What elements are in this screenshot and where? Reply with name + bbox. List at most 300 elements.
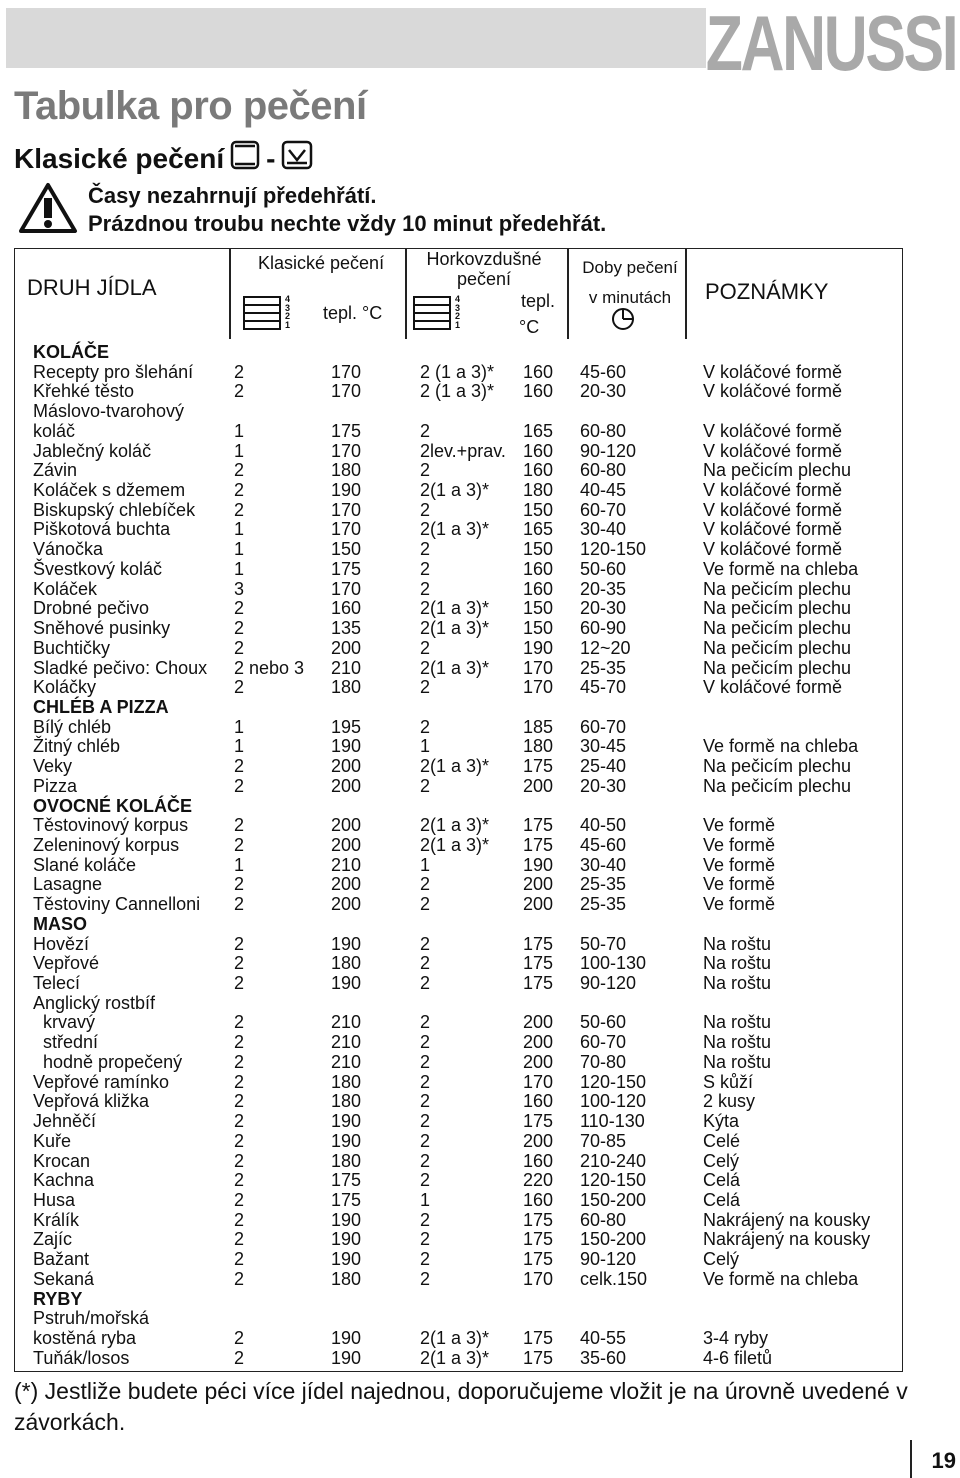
table-cell: 45-70 <box>580 677 627 698</box>
table-cell: 2 <box>234 1150 245 1171</box>
table-cell: 40-50 <box>580 815 627 836</box>
clock-icon <box>611 307 635 336</box>
table-cell: 60-70 <box>580 499 627 520</box>
dish-name: Vepřové ramínko <box>33 1071 170 1092</box>
table-cell: 175 <box>523 1347 554 1368</box>
table-cell: 100-130 <box>580 953 647 974</box>
table-cell: Celá <box>703 1170 741 1191</box>
dish-name: Koláček s džemem <box>33 480 186 501</box>
table-cell: 180 <box>331 1268 362 1289</box>
table-cell: Ve formě <box>703 815 776 836</box>
table-cell: 160 <box>523 1189 554 1210</box>
table-cell: 2 (1 a 3)* <box>420 361 495 382</box>
table-cell: 150 <box>523 618 554 639</box>
table-cell: 170 <box>331 440 362 461</box>
table-cell: 2 <box>420 775 431 796</box>
dish-name: Telecí <box>33 973 81 994</box>
dish-name: Bažant <box>33 1249 90 1270</box>
table-cell: 2 <box>420 1130 431 1151</box>
table-cell: 2 <box>234 677 245 698</box>
table-cell: 175 <box>523 953 554 974</box>
dish-name: Slané koláče <box>33 854 137 875</box>
table-cell: Na pečicím plechu <box>703 775 852 796</box>
table-cell: Ve formě <box>703 874 776 895</box>
table-cell: 40-45 <box>580 480 627 501</box>
page-number-divider <box>910 1440 912 1478</box>
warning-text <box>88 182 606 238</box>
table-cell: 180 <box>331 1071 362 1092</box>
table-cell: 180 <box>331 1150 362 1171</box>
table-cell: 135 <box>331 618 362 639</box>
table-cell: 2 <box>420 578 431 599</box>
table-cell: 60-80 <box>580 1209 627 1230</box>
table-cell: V koláčové formě <box>703 480 843 501</box>
table-cell: 175 <box>331 420 362 441</box>
header-classic: Klasické pečení <box>258 253 385 273</box>
table-cell: 12~20 <box>580 637 631 658</box>
table-cell: 200 <box>331 775 362 796</box>
table-cell: 2 <box>420 539 431 560</box>
table-cell: 2 <box>234 894 245 915</box>
table-cell: 175 <box>331 1170 362 1191</box>
table-cell: 2 <box>420 460 431 481</box>
table-cell: Nakrájený na kousky <box>703 1209 871 1230</box>
table-cell: 2 <box>234 598 245 619</box>
table-cell: 2 <box>234 1130 245 1151</box>
dish-name: kostěná ryba <box>33 1328 137 1348</box>
table-cell: 150 <box>523 598 554 619</box>
table-cell: 25-35 <box>580 894 627 915</box>
table-cell: 2 <box>420 716 431 737</box>
shelf-levels-icon <box>243 295 299 336</box>
table-cell: 2 <box>234 874 245 895</box>
table-cell: 2(1 a 3)* <box>420 815 490 836</box>
table-cell: 190 <box>331 1229 362 1250</box>
warning-line-1: Časy nezahrnují předehřátí. <box>88 183 377 208</box>
table-cell: 210 <box>331 657 362 678</box>
dish-name: Sladké pečivo: Choux <box>33 657 208 678</box>
table-cell: 45-60 <box>580 835 627 855</box>
table-cell: 1 <box>234 558 245 579</box>
table-cell: 2(1 a 3)* <box>420 618 490 639</box>
dish-name: Veky <box>33 756 73 777</box>
table-cell: 60-80 <box>580 460 627 481</box>
table-cell: 2 <box>234 953 245 974</box>
table-cell: 25-35 <box>580 657 627 678</box>
dish-name: Těstoviny Cannelloni <box>33 894 201 915</box>
table-cell: 2 <box>234 815 245 836</box>
table-cell: 190 <box>523 854 554 875</box>
table-cell: 2 <box>234 1170 245 1191</box>
dish-name: Recepty pro šlehání <box>33 361 194 382</box>
table-cell: 170 <box>331 578 362 599</box>
table-cell: 210 <box>331 1012 362 1033</box>
table-cell: 190 <box>331 1209 362 1230</box>
table-cell: 150 <box>331 539 362 560</box>
table-cell: 120-150 <box>580 1170 647 1191</box>
table-cell: Ve formě <box>703 835 776 855</box>
table-cell: V koláčové formě <box>703 539 843 560</box>
page-title: Tabulka pro pečení <box>14 84 367 128</box>
table-cell: 50-60 <box>580 558 627 579</box>
dish-name: Vepřová kližka <box>33 1091 150 1112</box>
table-cell: 1 <box>234 519 245 540</box>
table-cell: 35-60 <box>580 1347 627 1368</box>
table-cell: 2 <box>420 558 431 579</box>
table-cell: 2 <box>234 637 245 658</box>
table-cell: 160 <box>523 1150 554 1171</box>
table-cell: Ve formě <box>703 854 776 875</box>
table-cell: 2 <box>420 1051 431 1072</box>
table-cell: V koláčové formě <box>703 499 843 520</box>
table-cell: 195 <box>331 716 362 737</box>
table-cell: Nakrájený na kousky <box>703 1229 871 1250</box>
table-cell: 1 <box>234 854 245 875</box>
dish-name: Hovězí <box>33 933 90 954</box>
header-convection: Horkovzdušné pečení <box>426 249 542 289</box>
section-heading: RYBY <box>33 1288 83 1309</box>
table-cell: 20-30 <box>580 381 627 402</box>
table-cell: 2(1 a 3)* <box>420 519 490 540</box>
top-bottom-heat-icon <box>230 140 260 177</box>
table-cell: 2 <box>420 933 431 954</box>
table-cell: 160 <box>523 1091 554 1112</box>
table-cell: 1 <box>420 1189 431 1210</box>
level-label: 4 <box>455 294 461 304</box>
table-cell: 175 <box>523 1249 554 1270</box>
table-cell: 175 <box>523 1209 554 1230</box>
table-cell: 160 <box>523 361 554 382</box>
table-cell: 190 <box>523 637 554 658</box>
table-cell: 180 <box>331 953 362 974</box>
table-cell: 1 <box>234 736 245 757</box>
table-cell: 150-200 <box>580 1189 647 1210</box>
table-cell: 190 <box>331 1130 362 1151</box>
table-cell: 180 <box>331 460 362 481</box>
table-cell: 4-6 filetů <box>703 1347 773 1368</box>
dish-name: Anglický rostbíf <box>33 992 156 1013</box>
table-cell: Celý <box>703 1150 740 1171</box>
table-cell: 200 <box>523 1012 554 1033</box>
table-cell: Na pečicím plechu <box>703 657 852 678</box>
table-cell: 2 <box>420 499 431 520</box>
header-dish: DRUH JÍDLA <box>27 275 157 300</box>
table-cell: 200 <box>331 874 362 895</box>
table-cell: Ve formě na chleba <box>703 736 859 757</box>
table-cell: 180 <box>331 1091 362 1112</box>
table-cell: 2 <box>234 460 245 481</box>
header-bar <box>0 0 960 87</box>
table-cell: 200 <box>523 894 554 915</box>
table-cell: 175 <box>523 1111 554 1132</box>
table-cell: 70-85 <box>580 1130 627 1151</box>
table-cell: 2 <box>234 618 245 639</box>
table-cell: 2 <box>234 1012 245 1033</box>
table-cell: 170 <box>523 677 554 698</box>
table-cell: 120-150 <box>580 539 647 560</box>
table-cell: Na roštu <box>703 1032 772 1053</box>
table-cell: 40-55 <box>580 1328 627 1348</box>
table-cell: 160 <box>523 578 554 599</box>
section-heading: CHLÉB A PIZZA <box>33 696 169 717</box>
table-cell: Na pečicím plechu <box>703 637 852 658</box>
section-subtitle <box>14 140 319 177</box>
table-cell: 2 <box>420 637 431 658</box>
table-cell: 25-40 <box>580 756 627 777</box>
table-cell: 150-200 <box>580 1229 647 1250</box>
table-cell: 175 <box>523 1229 554 1250</box>
dish-name: Krocan <box>33 1150 91 1171</box>
section-heading: KOLÁČE <box>33 342 109 362</box>
dish-name: Kachna <box>33 1170 95 1191</box>
table-cell: 2 <box>420 1229 431 1250</box>
dish-name: Husa <box>33 1189 76 1210</box>
col-divider <box>567 249 569 339</box>
table-cell: 110-130 <box>580 1111 645 1132</box>
table-cell: 2 <box>234 1032 245 1053</box>
table-cell: 2 <box>234 381 245 402</box>
table-cell: 2 <box>234 973 245 994</box>
header-temp2-a: tepl. <box>521 291 556 311</box>
table-cell: 2(1 a 3)* <box>420 835 490 855</box>
table-cell: 25-35 <box>580 874 627 895</box>
table-cell: 20-35 <box>580 578 627 599</box>
table-cell: 60-70 <box>580 716 627 737</box>
dish-name: Pstruh/mořská <box>33 1308 150 1329</box>
footnote: (*) Jestliže budete péci více jídel najednou, doporučujeme vložit je na úrovně uvedené v závorkách. <box>14 1378 908 1435</box>
table-cell: 2 <box>420 1249 431 1270</box>
table-cell: 2 <box>234 1268 245 1289</box>
table-cell: 175 <box>331 558 362 579</box>
table-cell: 190 <box>331 1347 362 1368</box>
dish-name: Tuňák/losos <box>33 1347 130 1368</box>
table-cell: 190 <box>331 973 362 994</box>
table-cell: 190 <box>331 1328 362 1348</box>
table-cell: 70-80 <box>580 1051 627 1072</box>
table-cell: 30-40 <box>580 854 627 875</box>
table-cell: 220 <box>523 1170 554 1191</box>
table-cell: 2 nebo 3 <box>234 657 305 678</box>
table-cell: 200 <box>523 874 554 895</box>
table-cell: V koláčové formě <box>703 677 843 698</box>
dish-name: Lasagne <box>33 874 103 895</box>
dish-name: Sněhové pusinky <box>33 618 171 639</box>
table-cell: 1 <box>420 854 431 875</box>
table-cell: 210 <box>331 1051 362 1072</box>
table-cell: 210 <box>331 854 362 875</box>
table-cell: 200 <box>523 775 554 796</box>
dish-name: Drobné pečivo <box>33 598 150 619</box>
table-cell: 3-4 ryby <box>703 1328 769 1348</box>
table-cell: 1 <box>234 716 245 737</box>
table-cell: S kůží <box>703 1071 754 1092</box>
table-cell: 2(1 a 3)* <box>420 756 490 777</box>
table-cell: 30-40 <box>580 519 627 540</box>
table-cell: 180 <box>331 677 362 698</box>
table-cell: 150 <box>523 539 554 560</box>
table-cell: 175 <box>331 1189 362 1210</box>
table-cell: 200 <box>331 894 362 915</box>
table-cell: 2 <box>420 1209 431 1230</box>
table-cell: 50-70 <box>580 933 627 954</box>
table-cell: 2 <box>420 1091 431 1112</box>
dish-name: Máslovo-tvarohový <box>33 401 185 422</box>
dish-name: koláč <box>33 420 76 441</box>
table-cell: 2 <box>234 1347 245 1368</box>
table-cell: Ve formě <box>703 894 776 915</box>
table-cell: 2 <box>234 775 245 796</box>
dish-name: střední <box>33 1032 99 1053</box>
table-cell: 170 <box>523 1071 554 1092</box>
table-cell: 210-240 <box>580 1150 647 1171</box>
page-number: 19 <box>931 1448 956 1473</box>
table-cell: V koláčové formě <box>703 361 843 382</box>
table-cell: 2 <box>234 835 245 855</box>
table-cell: 2 <box>420 1150 431 1171</box>
table-cell: 170 <box>331 361 362 382</box>
table-cell: 90-120 <box>580 1249 637 1270</box>
table-cell: Celá <box>703 1189 741 1210</box>
header-temp: tepl. °C <box>323 303 383 323</box>
table-cell: 190 <box>331 933 362 954</box>
subtitle-text: Klasické pečení <box>14 142 225 174</box>
table-cell: 170 <box>331 381 362 402</box>
table-cell: 180 <box>523 736 554 757</box>
table-cell: 30-45 <box>580 736 627 757</box>
table-cell: 175 <box>523 756 554 777</box>
table-cell: Na roštu <box>703 973 772 994</box>
table-cell: Ve formě na chleba <box>703 1268 859 1289</box>
table-cell: 180 <box>523 480 554 501</box>
table-cell: Kýta <box>703 1111 740 1132</box>
table-cell: 1 <box>234 539 245 560</box>
table-cell: 160 <box>523 381 554 402</box>
table-cell: 175 <box>523 1328 554 1348</box>
table-cell: 200 <box>331 756 362 777</box>
table-cell: 2 <box>234 499 245 520</box>
table-cell: 2 <box>420 973 431 994</box>
table-cell: Celý <box>703 1249 740 1270</box>
brand-logo: ZANUSSI <box>705 0 956 87</box>
table-cell: 20-30 <box>580 598 627 619</box>
level-label: 1 <box>455 319 461 330</box>
subtitle-sep: - <box>266 142 276 174</box>
table-cell: 190 <box>331 1111 362 1132</box>
dish-name: Jehněčí <box>33 1111 97 1132</box>
table-cell: 2 <box>234 1209 245 1230</box>
baking-table <box>14 248 903 1372</box>
col-divider <box>229 249 231 339</box>
table-cell: 2 <box>234 1071 245 1092</box>
table-cell: 2 <box>420 953 431 974</box>
table-cell: V koláčové formě <box>703 420 843 441</box>
dish-name: Koláček <box>33 578 98 599</box>
table-cell: 2lev.+prav. <box>420 440 506 461</box>
table-cell: 170 <box>523 1268 554 1289</box>
table-cell: 150 <box>523 499 554 520</box>
table-cell: Na pečicím plechu <box>703 460 852 481</box>
table-cell: 3 <box>234 578 245 599</box>
table-cell: Celé <box>703 1130 741 1151</box>
table-cell: 2(1 a 3)* <box>420 598 490 619</box>
table-cell: 60-70 <box>580 1032 627 1053</box>
header-temp2-b: °C <box>519 317 540 337</box>
dish-name: Závin <box>33 460 78 481</box>
table-cell: 175 <box>523 815 554 836</box>
table-cell: 50-60 <box>580 1012 627 1033</box>
table-cell: 60-80 <box>580 420 627 441</box>
dish-name: hodně propečený <box>33 1051 183 1072</box>
table-cell: 2 (1 a 3)* <box>420 381 495 402</box>
table-cell: 165 <box>523 519 554 540</box>
level-label: 2 <box>285 311 291 321</box>
dish-name: Vepřové <box>33 953 100 974</box>
table-cell: 2 <box>234 1328 245 1348</box>
table-cell: 210 <box>331 1032 362 1053</box>
header-band <box>6 8 706 68</box>
table-cell: 160 <box>523 558 554 579</box>
table-cell: 90-120 <box>580 440 637 461</box>
level-label: 1 <box>285 319 291 330</box>
dish-name: Biskupský chlebíček <box>33 499 196 520</box>
table-cell: 200 <box>331 637 362 658</box>
table-cell: 2 <box>234 1051 245 1072</box>
table-cell: 160 <box>331 598 362 619</box>
table-cell: Na roštu <box>703 1012 772 1033</box>
table-cell: 200 <box>523 1130 554 1151</box>
level-label: 4 <box>285 294 291 304</box>
level-label: 3 <box>455 302 461 313</box>
table-cell: 2 <box>420 677 431 698</box>
table-cell: 2(1 a 3)* <box>420 657 490 678</box>
table-cell: 2(1 a 3)* <box>420 1328 490 1348</box>
dish-name: Těstovinový korpus <box>33 815 189 836</box>
header-time: Doby pečení v minutách <box>582 258 678 307</box>
table-cell: 160 <box>523 460 554 481</box>
table-cell: 1 <box>234 420 245 441</box>
table-cell: 120-150 <box>580 1071 647 1092</box>
table-cell: 2 kusy <box>703 1091 756 1112</box>
table-cell: 170 <box>331 499 362 520</box>
dish-name: Jablečný koláč <box>33 440 152 461</box>
table-cell: 2 <box>420 1032 431 1053</box>
dish-name: Křehké těsto <box>33 381 135 402</box>
table-cell: 1 <box>420 736 431 757</box>
table-cell: 170 <box>331 519 362 540</box>
table-cell: 2 <box>420 420 431 441</box>
table-cell: 175 <box>523 835 554 855</box>
table-cell: 2 <box>234 480 245 501</box>
table-cell: 200 <box>523 1032 554 1053</box>
table-cell: 200 <box>523 1051 554 1072</box>
shelf-levels-icon <box>413 295 469 336</box>
dish-name: Zeleninový korpus <box>33 835 180 855</box>
table-cell: Na pečicím plechu <box>703 578 852 599</box>
col-divider <box>685 249 687 339</box>
table-cell: 2 <box>420 874 431 895</box>
table-cell: 2 <box>234 1111 245 1132</box>
col-divider <box>405 249 407 339</box>
warning-line-2: Prázdnou troubu nechte vždy 10 minut předehřát. <box>88 211 607 236</box>
fan-heat-icon <box>281 140 313 177</box>
table-cell: 200 <box>331 835 362 855</box>
table-cell: 175 <box>523 933 554 954</box>
table-cell: 2 <box>420 1071 431 1092</box>
dish-name: Koláčky <box>33 677 97 698</box>
table-cell: 90-120 <box>580 973 637 994</box>
table-cell: 165 <box>523 420 554 441</box>
table-cell: Na pečicím plechu <box>703 618 852 639</box>
